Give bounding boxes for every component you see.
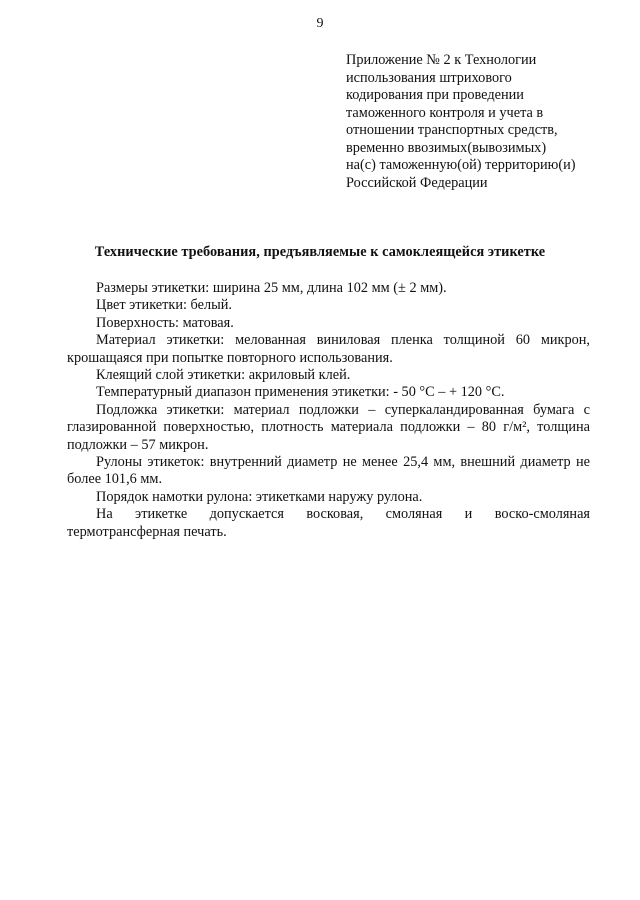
- paragraph-backing: Подложка этикетки: материал подложки – суперкаландированная бумага с глазированной поверхностью, плотность материала подложки – 80 г/м², толщина подложки – 57 микрон.: [67, 401, 590, 453]
- document-body: [67, 280, 590, 541]
- appendix-header: [346, 52, 626, 192]
- appendix-header-line: временно ввозимых(вывозимых): [346, 139, 547, 156]
- appendix-header-line: на(с) таможенную(ой) территорию(и): [346, 157, 576, 173]
- appendix-header-line: Российской Федерации: [346, 174, 488, 191]
- paragraph-material: Материал этикетки: мелованная виниловая пленка толщиной 60 микрон, крошащаяся при попытке повторного использования.: [67, 332, 590, 366]
- paragraph-temperature-range: Температурный диапазон применения этикетки: - 50 °С – + 120 °С.: [96, 384, 505, 401]
- appendix-header-line: кодирования при проведении: [346, 87, 524, 103]
- paragraph-winding-order: Порядок намотки рулона: этикетками наружу рулона.: [96, 488, 423, 505]
- paragraph-printing: На этикетке допускается восковая, смоляная и воско-смоляная термотрансферная печать.: [67, 506, 590, 540]
- appendix-header-line: отношении транспортных средств,: [346, 122, 558, 138]
- appendix-header-line: таможенного контроля и учета в: [346, 104, 544, 121]
- paragraph-adhesive: Клеящий слой этикетки: акриловый клей.: [96, 367, 351, 384]
- paragraph-label-color: Цвет этикетки: белый.: [96, 297, 232, 314]
- document-title: Технические требования, предъявляемые к самоклеящейся этикетке: [94, 244, 546, 260]
- appendix-header-line: использования штрихового: [346, 69, 512, 86]
- paragraph-label-size: Размеры этикетки: ширина 25 мм, длина 102 мм (± 2 мм).: [96, 280, 447, 296]
- paragraph-roll-dimensions: Рулоны этикеток: внутренний диаметр не менее 25,4 мм, внешний диаметр не более 101,6 мм.: [67, 454, 590, 488]
- appendix-header-line: Приложение № 2 к Технологии: [346, 52, 537, 68]
- page-number: 9: [316, 16, 324, 31]
- paragraph-surface: Поверхность: матовая.: [96, 314, 234, 331]
